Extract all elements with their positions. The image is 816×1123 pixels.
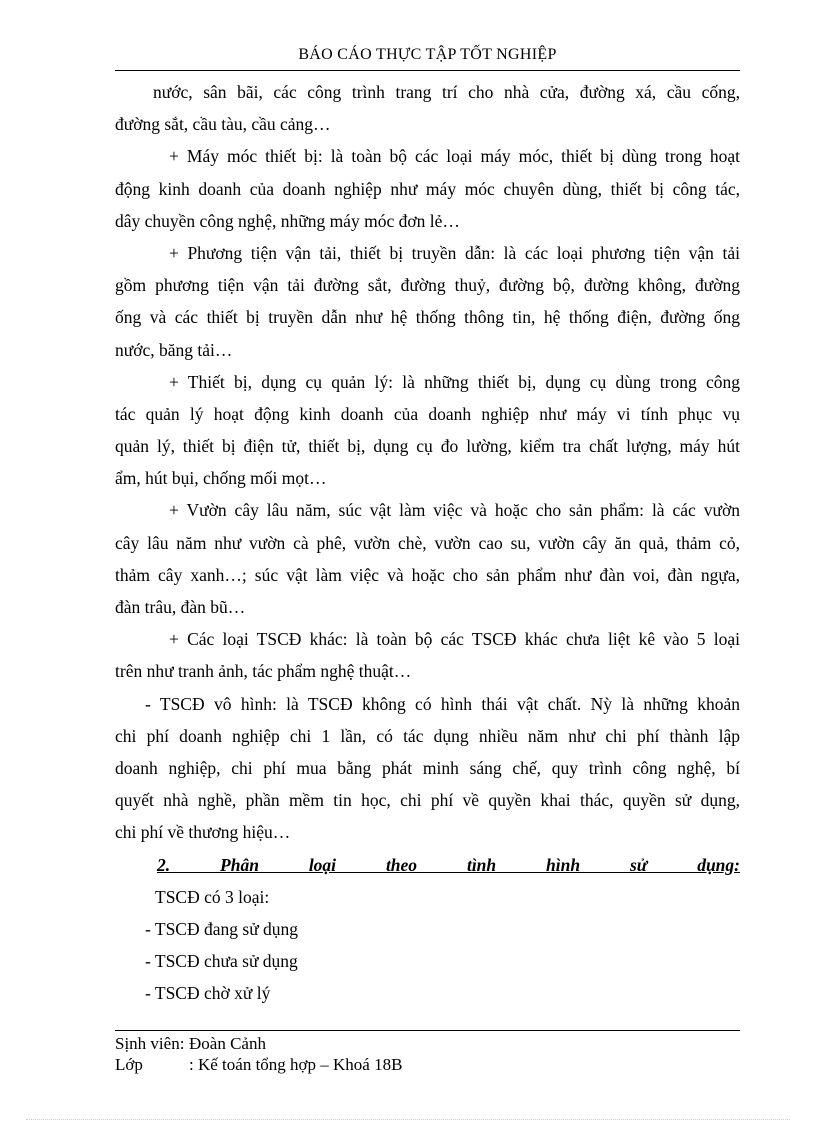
header-divider <box>115 70 740 71</box>
body-line: nước, sân bãi, các công trình trang trí cho nhà cửa, đường xá, cầu cống, <box>153 82 740 102</box>
body-line: + Thiết bị, dụng cụ quản lý: là những thiết bị, dụng cụ dùng trong công <box>169 371 740 392</box>
section-heading: 2. Phân loại theo tình hình sử dụng: <box>157 854 740 875</box>
body-line: động kinh doanh của doanh nghiệp như máy móc chuyên dùng, thiết bị công tác, <box>115 178 740 199</box>
footer-class-row <box>115 1054 402 1075</box>
document-body <box>115 76 740 1009</box>
class-label: Lớp <box>115 1055 143 1074</box>
body-line: + Máy móc thiết bị: là toàn bộ các loại máy móc, thiết bị dùng trong hoạt <box>169 146 740 167</box>
body-line: ống và các thiết bị truyền dẫn như hệ thống thông tin, hệ thống điện, đường ống <box>115 307 740 328</box>
list-item: - TSCĐ chờ xử lý <box>145 983 271 1004</box>
page-bottom-edge <box>26 1119 790 1120</box>
footer-student-row <box>115 1033 402 1054</box>
body-line: doanh nghiệp, chi phí mua bằng phát minh sáng chế, quy trình công nghệ, bí <box>115 757 740 778</box>
body-line: + Các loại TSCĐ khác: là toàn bộ các TSCĐ khác chưa liệt kê vào 5 loại <box>169 629 740 650</box>
body-line: dây chuyền công nghệ, những máy móc đơn lẻ… <box>115 210 460 231</box>
student-name: Đoàn Cảnh <box>189 1034 266 1053</box>
body-line: đường sắt, cầu tàu, cầu cảng… <box>115 114 331 135</box>
body-line: cây lâu năm như vườn cà phê, vườn chè, vườn cao su, vườn cây ăn quả, thảm cỏ, <box>115 532 740 553</box>
list-item: - TSCĐ chưa sử dụng <box>145 951 298 972</box>
body-line: + Phương tiện vận tải, thiết bị truyền dẫn: là các loại phương tiện vận tải <box>169 242 740 263</box>
page-header-title: BÁO CÁO THỰC TẬP TỐT NGHIỆP <box>298 46 557 63</box>
footer-divider <box>115 1030 740 1031</box>
body-line: quản lý, thiết bị điện tử, thiết bị, dụng cụ đo lường, kiểm tra chất lượng, máy hút <box>115 436 740 457</box>
body-line: tác quản lý hoạt động kinh doanh của doanh nghiệp như máy vi tính phục vụ <box>115 403 740 424</box>
body-line: chi phí doanh nghiệp chi 1 lần, có tác dụng nhiều năm như chi phí thành lập <box>115 725 740 746</box>
body-line: nước, băng tải… <box>115 339 233 360</box>
body-line: TSCĐ có 3 loại: <box>155 886 270 907</box>
body-line: đàn trâu, đàn bũ… <box>115 597 246 617</box>
body-line: - TSCĐ vô hình: là TSCĐ không có hình thái vật chất. Nỳ là những khoản <box>145 693 740 714</box>
body-line: gồm phương tiện vận tải đường sắt, đường thuỷ, đường bộ, đường không, đường <box>115 275 740 296</box>
list-item: - TSCĐ đang sử dụng <box>145 918 299 939</box>
body-line: ẩm, hút bụi, chống mối mọt… <box>115 468 327 489</box>
class-name: : Kế toán tổng hợp – Khoá 18B <box>189 1055 403 1074</box>
body-line: quyết nhà nghề, phần mềm tin học, chi phí về quyền khai thác, quyền sử dụng, <box>115 790 740 811</box>
body-line: thảm cây xanh…; súc vật làm việc và hoặc cho sản phẩm như đàn voi, đàn ngựa, <box>115 564 740 585</box>
body-line: + Vườn cây lâu năm, súc vật làm việc và hoặc cho sản phẩm: là các vườn <box>169 500 740 521</box>
body-line: trên như tranh ảnh, tác phẩm nghệ thuật… <box>115 661 412 682</box>
page-footer <box>115 1033 402 1075</box>
body-line: chi phí về thương hiệu… <box>115 822 291 843</box>
student-label: Sịnh viên: <box>115 1034 185 1053</box>
